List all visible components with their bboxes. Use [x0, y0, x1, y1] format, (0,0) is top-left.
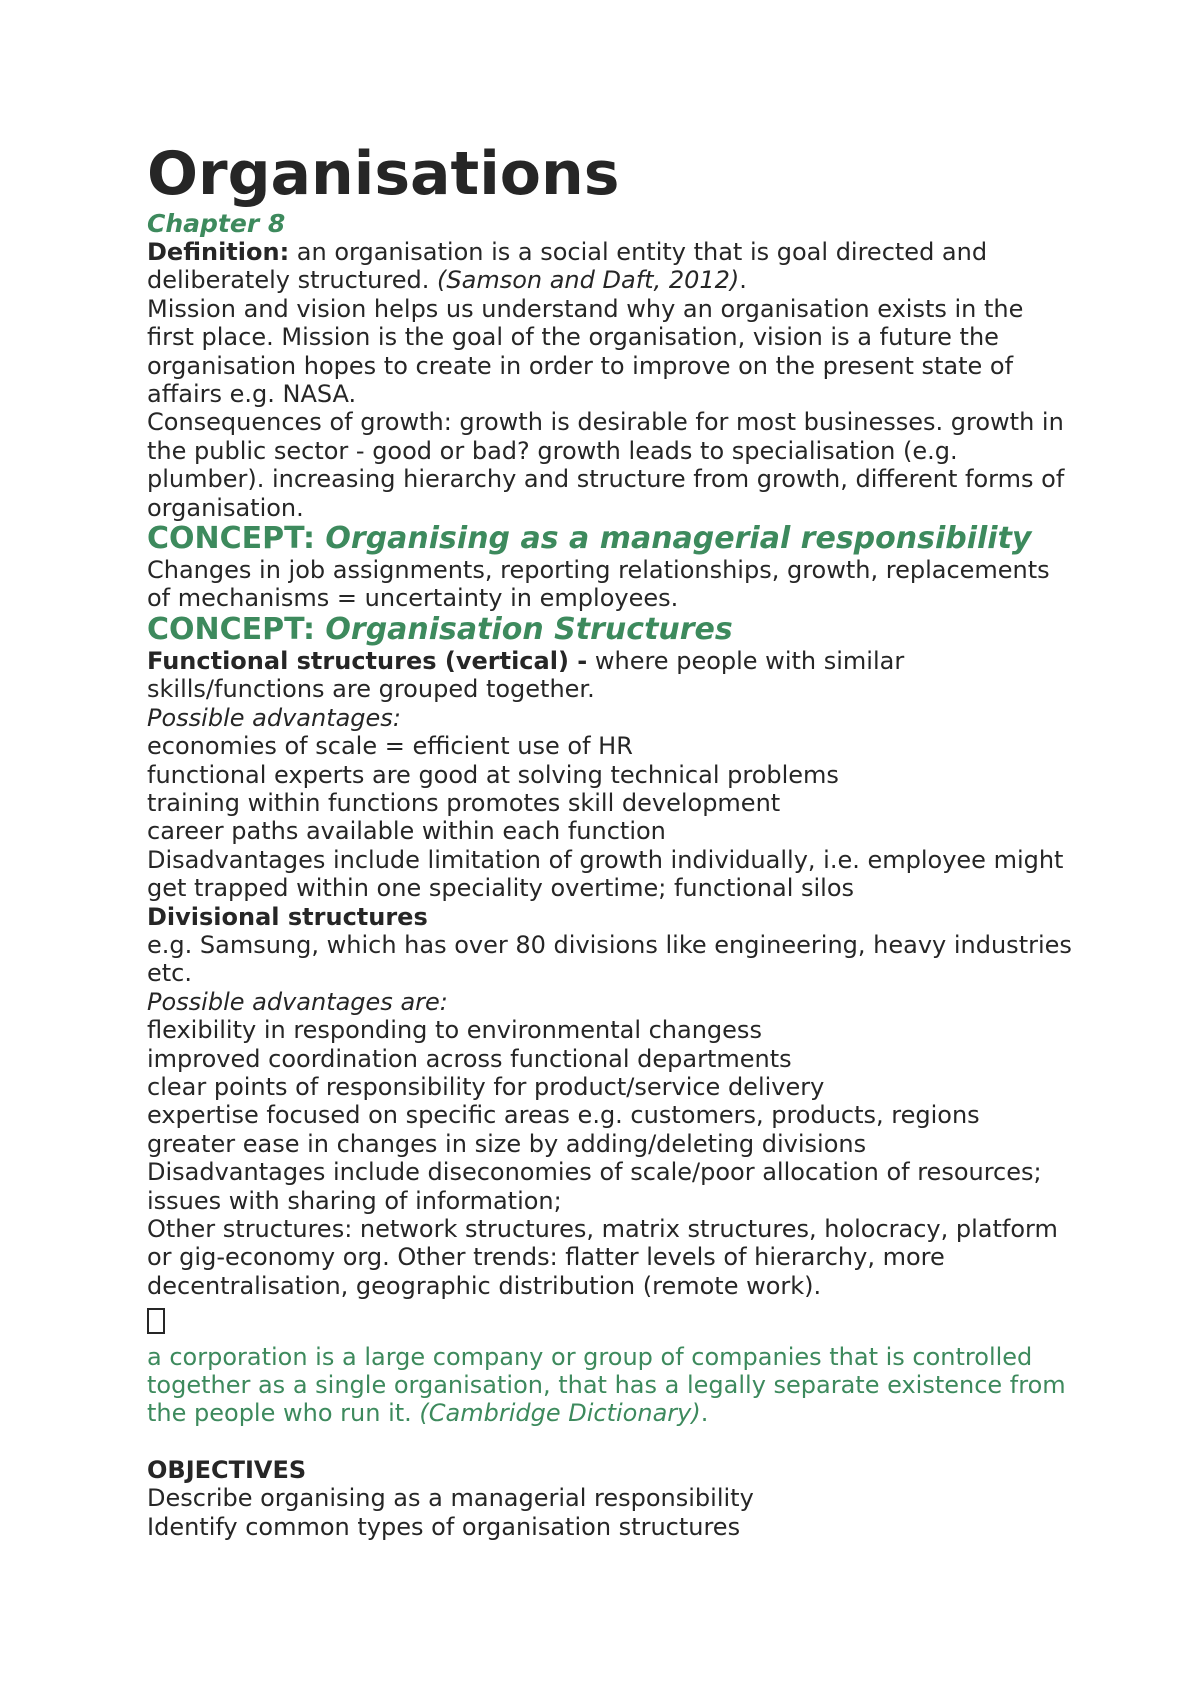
- page-title: Organisations: [147, 139, 620, 209]
- concept-organising-text: Changes in job assignments, reporting relationships, growth, replacements of mechanisms = uncertainty in employees.: [147, 556, 1050, 613]
- divisional-advantage-item: greater ease in changes in size by adding/deleting divisions: [147, 1129, 867, 1158]
- spacer: [147, 1428, 1077, 1456]
- divisional-disadvantages: Disadvantages include diseconomies of scale/poor allocation of resources; issues with sharing of information;: [147, 1158, 1042, 1215]
- corporation-citation: (Cambridge Dictionary): [419, 1399, 701, 1428]
- divisional-advantages-label: Possible advantages are:: [147, 987, 448, 1016]
- missing-glyph-icon: [147, 1300, 1077, 1342]
- document-page: [147, 138, 1077, 1541]
- divisional-advantage-item: improved coordination across functional departments: [147, 1044, 792, 1073]
- definition-paragraph: [147, 238, 1077, 295]
- functional-advantage-item: training within functions promotes skill development: [147, 788, 781, 817]
- chapter-subtitle: Chapter 8: [147, 209, 286, 238]
- functional-paragraph: [147, 647, 1077, 704]
- corporation-after: .: [700, 1399, 709, 1428]
- functional-advantage-item: functional experts are good at solving technical problems: [147, 760, 839, 789]
- corporation-definition: [147, 1343, 1077, 1428]
- definition-label: Definition:: [147, 238, 290, 266]
- concept-prefix: CONCEPT:: [147, 521, 326, 557]
- divisional-advantage-item: expertise focused on specific areas e.g. customers, products, regions: [147, 1101, 980, 1130]
- functional-text: where people with similar skills/functions are grouped together.: [147, 646, 905, 704]
- growth-paragraph: Consequences of growth: growth is desirable for most businesses. growth in the public sector - good or bad? growth leads to specialisation (e.g. plumber). increasing hierarchy and structure from growth, different forms of organisation.: [147, 408, 1065, 522]
- objective-item: Describe organising as a managerial responsibility: [147, 1484, 754, 1513]
- concept-heading-structures: [147, 613, 1077, 647]
- functional-label: Functional structures (vertical) -: [147, 646, 588, 675]
- objectives-heading: OBJECTIVES: [147, 1455, 307, 1484]
- functional-advantage-item: economies of scale = efficient use of HR: [147, 732, 633, 761]
- divisional-advantage-item: flexibility in responding to environmental changess: [147, 1016, 762, 1045]
- divisional-text: e.g. Samsung, which has over 80 divisions like engineering, heavy industries etc.: [147, 930, 1072, 988]
- divisional-advantage-item: clear points of responsibility for product/service delivery: [147, 1072, 825, 1101]
- functional-advantage-item: career paths available within each function: [147, 817, 666, 846]
- functional-advantages-label: Possible advantages:: [147, 703, 401, 732]
- concept-title: Organising as a managerial responsibility: [325, 521, 1032, 557]
- concept-title: Organisation Structures: [325, 611, 733, 647]
- concept-heading-organising: [147, 522, 1077, 556]
- concept-prefix: CONCEPT:: [147, 611, 326, 647]
- corporation-text: a corporation is a large company or group of companies that is controlled together as a single organisation, that has a legally separate existence from the people who run it.: [147, 1342, 1066, 1428]
- other-structures: Other structures: network structures, matrix structures, holocracy, platform or gig-economy org. Other trends: flatter levels of hierarchy, more decentralisation, geographic distribution (remote work).: [147, 1215, 1058, 1300]
- mission-paragraph: Mission and vision helps us understand why an organisation exists in the first place. Mission is the goal of the organisation, vision is a future the organisation hopes to create in order to improve on the present state of affairs e.g. NASA.: [147, 294, 1024, 409]
- definition-citation: (Samson and Daft, 2012): [437, 266, 740, 295]
- definition-after: .: [739, 266, 747, 295]
- divisional-heading: Divisional structures: [147, 902, 428, 931]
- functional-disadvantages: Disadvantages include limitation of growth individually, i.e. employee might get trapped within one speciality overtime; functional silos: [147, 845, 1064, 903]
- objective-item: Identify common types of organisation structures: [147, 1512, 741, 1541]
- definition-text: an organisation is a social entity that is goal directed and deliberately structured.: [147, 238, 988, 295]
